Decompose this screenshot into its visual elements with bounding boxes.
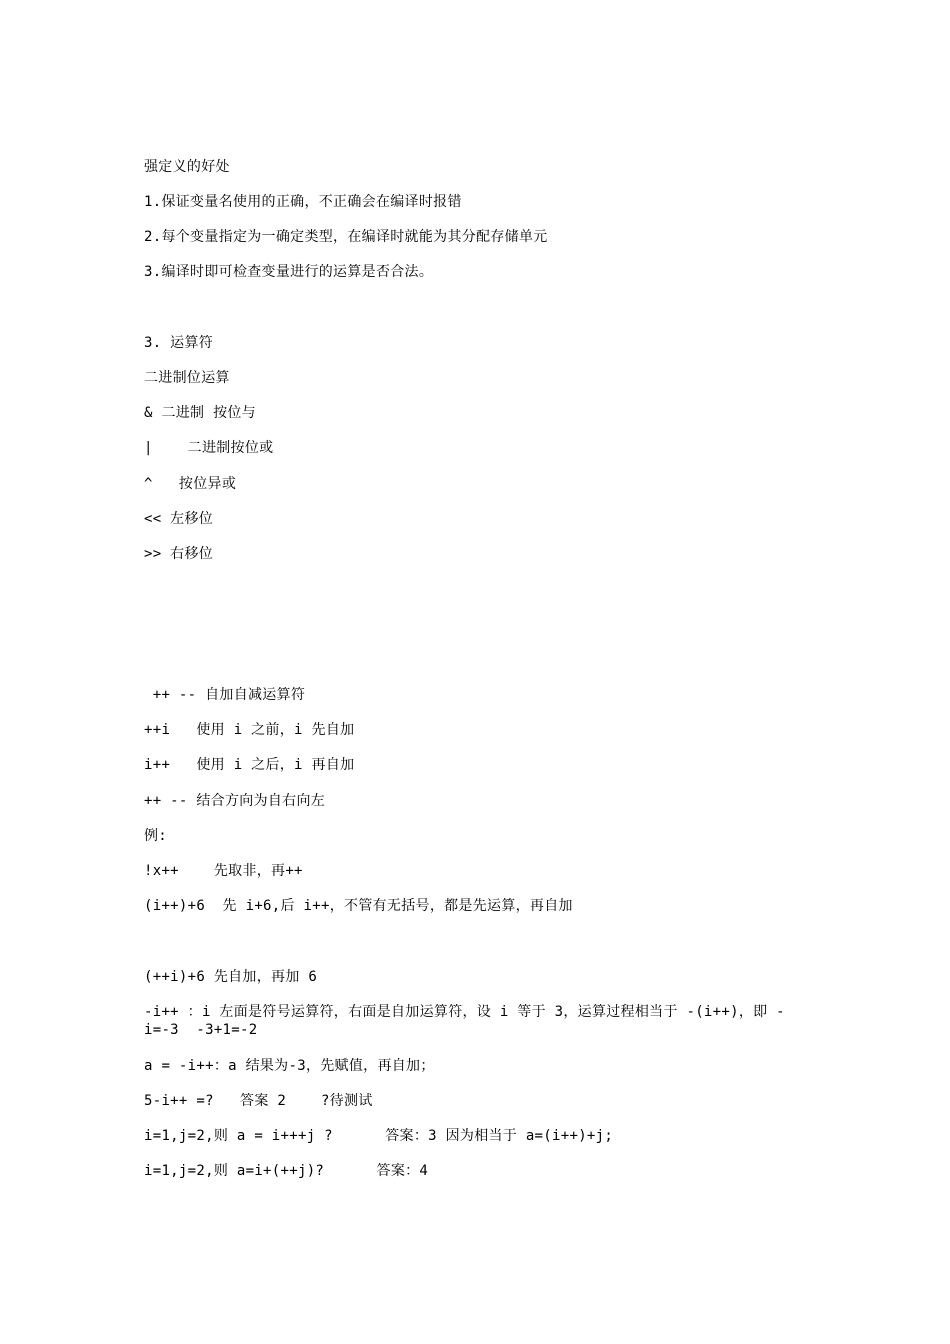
text-line-bitwise-and: & 二进制 按位与 <box>144 405 256 421</box>
text-line-right-shift: >> 右移位 <box>144 546 214 562</box>
text-line-binary-bit-ops: 二进制位运算 <box>144 370 230 386</box>
text-line-bitwise-xor: ^ 按位异或 <box>144 476 237 492</box>
text-line-example-assign: a = -i++：a 结果为-3，先赋值，再自加； <box>144 1058 435 1074</box>
text-line-example-negate: -i++ ：i 左面是符号运算符，右面是自加运算符，设 i 等于 3，运算过程相当于 -(i++)，即 -i=-3 -3+1=-2 <box>144 1004 785 1038</box>
text-line-example-a-pre: i=1,j=2,则 a=i+(++j)? 答案：4 <box>144 1163 429 1179</box>
text-line-example-label: 例: <box>144 828 168 844</box>
text-line-left-shift: << 左移位 <box>144 511 214 527</box>
text-line-benefit-1: 1.保证变量名使用的正确，不正确会在编译时报错 <box>144 194 462 210</box>
text-line-bitwise-or: | 二进制按位或 <box>144 440 274 456</box>
text-line-heading-strong-definition: 强定义的好处 <box>144 159 230 175</box>
text-line-benefit-2: 2.每个变量指定为一确定类型，在编译时就能为其分配存储单元 <box>144 229 548 245</box>
text-line-associativity: ++ -- 结合方向为自右向左 <box>144 793 326 809</box>
text-line-post-increment: i++ 使用 i 之后，i 再自加 <box>144 757 355 773</box>
text-line-example-pre-plus: (++i)+6 先自加，再加 6 <box>144 969 318 985</box>
text-line-section-operators: 3. 运算符 <box>144 335 214 351</box>
text-line-example-post-plus: (i++)+6 先 i+6,后 i++，不管有无括号，都是先运算，再自加 <box>144 898 573 914</box>
text-line-example-not: !x++ 先取非，再++ <box>144 863 303 879</box>
text-line-example-a-plus: i=1,j=2,则 a = i+++j ? 答案：3 因为相当于 a=(i++)+j; <box>144 1128 614 1144</box>
text-line-benefit-3: 3.编译时即可检查变量进行的运算是否合法。 <box>144 264 434 280</box>
text-line-pre-increment: ++i 使用 i 之前，i 先自加 <box>144 722 355 738</box>
text-line-inc-dec-operators: ++ -- 自加自减运算符 <box>144 687 306 703</box>
text-line-example-subtract: 5-i++ =? 答案 2 ?待测试 <box>144 1093 373 1109</box>
